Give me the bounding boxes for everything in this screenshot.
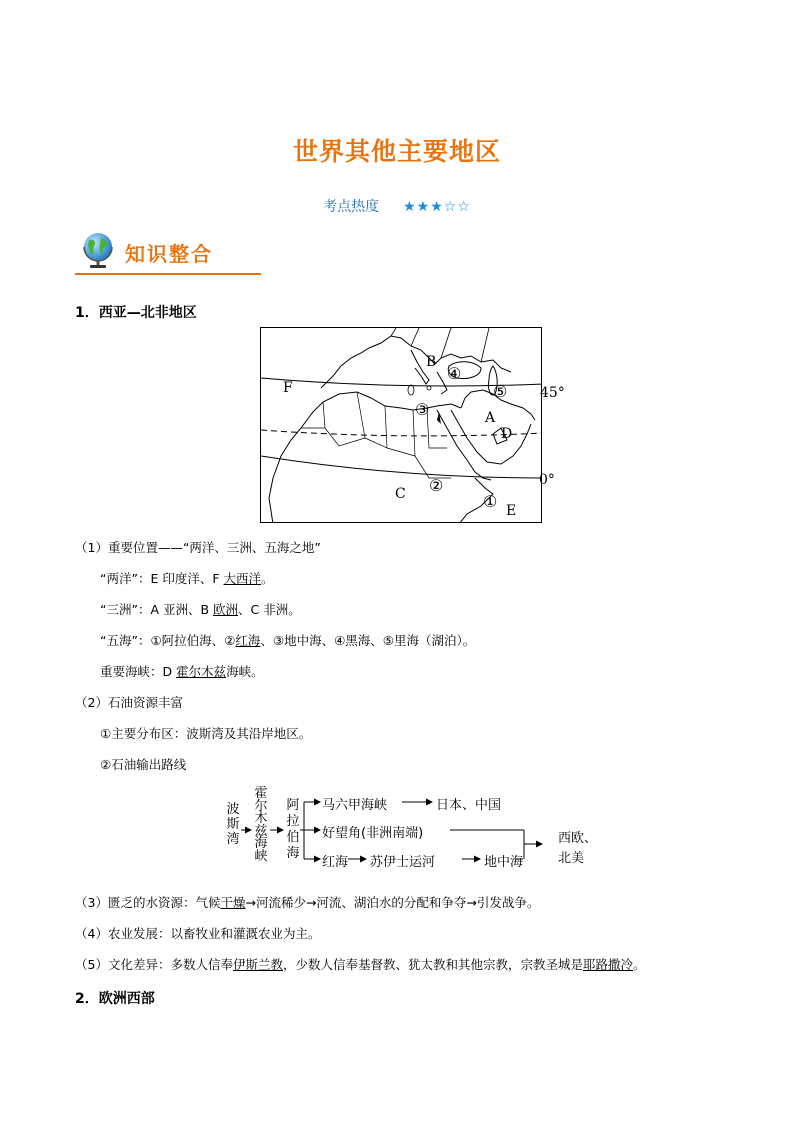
map-label-b: B (426, 354, 437, 370)
map-west-asia-north-africa (260, 327, 542, 523)
heading-west-asia: 1．西亚—北非地区 (75, 305, 197, 321)
text-water: （3）匮乏的水资源：气候干燥→河流稀少→河流、湖泊水的分配和争夺→引发战争。 (75, 895, 540, 910)
heat-row (0, 196, 794, 216)
text-strait: 重要海峡：D 霍尔木兹海峡。 (100, 664, 264, 679)
section-header (75, 228, 261, 278)
text-oil-area: ①主要分布区：波斯湾及其沿岸地区。 (100, 726, 312, 741)
map-label-1: ① (483, 492, 498, 511)
flow-dest-2: 北美 (558, 851, 585, 866)
flow-strait: 霍尔木兹海峡 (254, 786, 268, 864)
page-title: 世界其他主要地区 (292, 137, 501, 166)
flow-red-sea: 红海 (322, 855, 349, 870)
section-underline (75, 273, 261, 275)
flow-suez: 苏伊士运河 (370, 855, 436, 870)
flow-cape: 好望角(非洲南端) (322, 826, 424, 841)
map-label-3: ③ (415, 400, 430, 419)
heat-stars: ★★★☆☆ (403, 199, 471, 215)
map-label-f: F (283, 380, 293, 396)
oil-route-diagram (218, 786, 608, 870)
text-oceans: “两洋”：E 印度洋、F 大西洋。 (100, 571, 274, 586)
text-oil-route: ②石油输出路线 (100, 757, 187, 772)
map-label-lat45: 45° (540, 385, 565, 401)
text-seas: “五海”：①阿拉伯海、②红海、③地中海、④黑海、⑤里海（湖泊）。 (100, 633, 476, 648)
flow-malacca: 马六甲海峡 (322, 798, 388, 813)
globe-icon (79, 230, 119, 270)
section-label: 知识整合 (125, 242, 213, 266)
flow-mediterranean: 地中海 (484, 855, 524, 870)
flow-dest-1: 西欧、 (558, 831, 598, 846)
map-label-d: D (501, 426, 513, 442)
text-agriculture: （4）农业发展：以畜牧业和灌溉农业为主。 (75, 926, 321, 941)
map-label-lat0: 0° (539, 472, 555, 488)
heading-west-europe: 2．欧洲西部 (75, 991, 155, 1007)
map-label-c: C (395, 486, 406, 502)
flow-source: 波斯湾 (226, 802, 240, 847)
flow-sea: 阿拉伯海 (286, 798, 300, 861)
map-label-a: A (485, 410, 496, 426)
heat-label: 考点热度 (323, 199, 380, 215)
map-label-2: ② (429, 476, 444, 495)
map-label-4: ④ (447, 364, 462, 383)
text-location: （1）重要位置——“两洋、三洲、五海之地” (75, 540, 321, 555)
text-continents: “三洲”：A 亚洲、B 欧洲、C 非洲。 (100, 602, 301, 617)
text-oil: （2）石油资源丰富 (75, 695, 183, 710)
flow-japan-china: 日本、中国 (436, 798, 502, 813)
map-label-e: E (506, 503, 517, 519)
text-culture: （5）文化差异：多数人信奉伊斯兰教，少数人信奉基督教、犹太教和其他宗教，宗教圣城是耶路撒冷。 (75, 957, 646, 972)
map-label-5: ⑤ (493, 382, 508, 401)
